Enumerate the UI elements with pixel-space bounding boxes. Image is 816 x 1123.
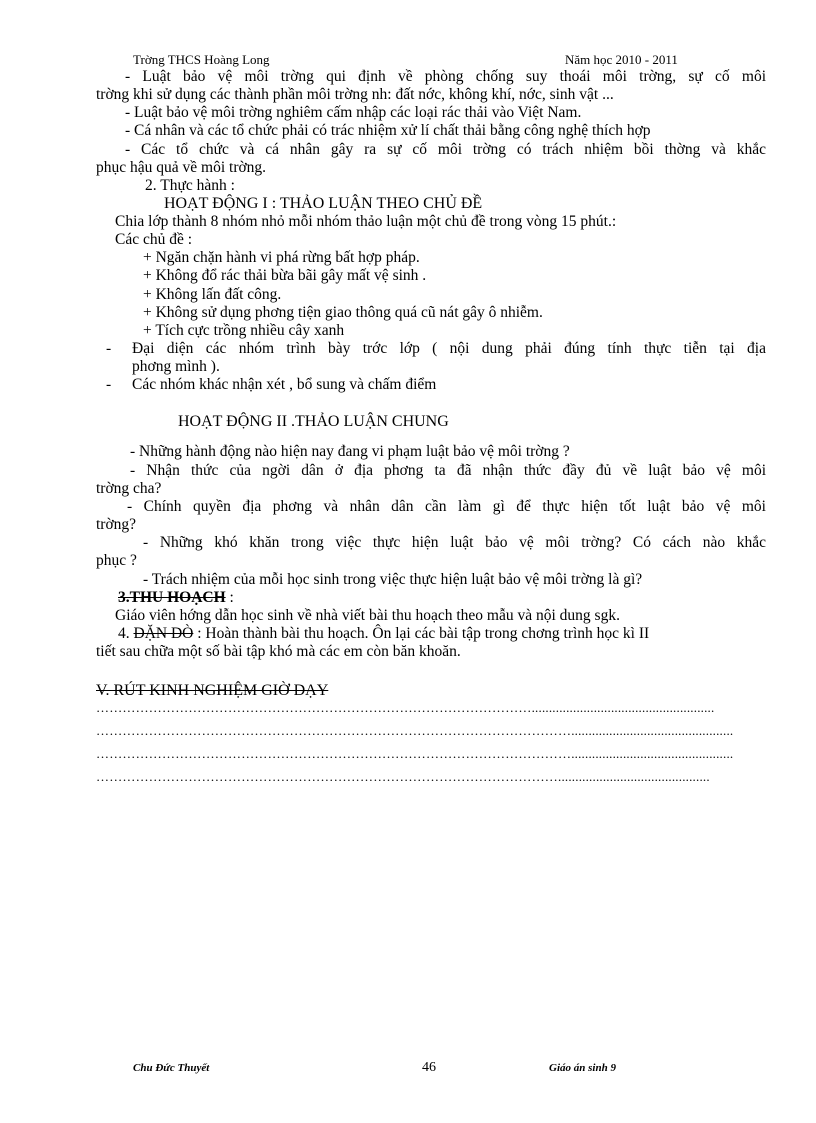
practice-label: 2. Thực hành : xyxy=(145,177,235,194)
law-line-3: - Luật bảo vệ môi trờng nghiêm cấm nhập các loại rác thải vào Việt Nam. xyxy=(125,104,582,121)
harvest-heading xyxy=(118,589,234,607)
dotted-line: ………………………………………………………………………………………………............................................... xyxy=(96,746,734,761)
bullet-dash: - xyxy=(106,376,112,393)
dotted-line: ……………………………………………………………………………………………............................................ xyxy=(96,769,710,784)
school-year: Năm học 2010 - 2011 xyxy=(565,52,678,67)
question-line: - Nhận thức của ngời dân ở địa phơng ta đã nhận thức đầy đủ về luật bảo vệ môi xyxy=(130,462,766,479)
topic-item: + Không lấn đất công. xyxy=(143,286,282,303)
homework-number: 4. xyxy=(118,625,134,642)
footer-subject: Giáo án sinh 9 xyxy=(549,1062,616,1074)
law-line-5: - Các tổ chức và cá nhân gây ra sự cố môi trờng có trách nhiệm bồi thờng và khắc xyxy=(125,141,766,158)
dotted-line: ………………………………………………………………………………………..................................................... xyxy=(96,700,715,715)
question-line: - Trách nhiệm của mỗi học sinh trong việc thực hiện luật bảo vệ môi trờng là gì? xyxy=(143,571,643,588)
topic-item: + Ngăn chặn hành vi phá rừng bất hợp pháp. xyxy=(143,249,420,266)
law-line-1: - Luật bảo vệ môi trờng qui định về phòng chống suy thoái môi trờng, sự cố môi xyxy=(125,68,766,85)
topic-item: + Không đổ rác thải bừa bãi gây mất vệ sinh . xyxy=(143,267,427,284)
experience-title: V. RÚT KINH NGHIỆM GIỜ DẠY xyxy=(96,682,329,699)
representative-line-2: phơng mình ). xyxy=(132,358,220,375)
activity2-title: HOẠT ĐỘNG II .THẢO LUẬN CHUNG xyxy=(178,413,449,430)
topic-item: + Không sử dụng phơng tiện giao thông quá cũ nát gây ô nhiễm. xyxy=(143,304,543,321)
law-line-2: trờng khi sử dụng các thành phần môi trờng nh: đất nớc, không khí, nớc, sinh vật ... xyxy=(96,86,614,103)
question-line: - Chính quyền địa phơng và nhân dân cần làm gì để thực hiện tốt luật bảo vệ môi xyxy=(127,498,766,515)
harvest-text: Giáo viên hớng dẫn học sinh về nhà viết bài thu hoạch theo mẫu và nội dung sgk. xyxy=(115,607,620,624)
law-line-6: phục hậu quả về môi trờng. xyxy=(96,159,267,176)
homework-text: : Hoàn thành bài thu hoạch. Ôn lại các bài tập trong chơng trình học kì II xyxy=(193,625,650,642)
homework-label: DẶN DÒ xyxy=(133,625,194,642)
footer-author: Chu Đức Thuyết xyxy=(133,1062,210,1074)
question-line: trờng cha? xyxy=(96,480,162,497)
school-name: Trờng THCS Hoàng Long xyxy=(133,52,270,67)
activity1-title: HOẠT ĐỘNG I : THẢO LUẬN THEO CHỦ ĐỀ xyxy=(164,195,483,212)
question-line: trờng? xyxy=(96,516,137,533)
law-line-4: - Cá nhân và các tổ chức phải có trác nhiệm xử lí chất thải bằng công nghệ thích hợp xyxy=(125,122,651,139)
question-line: phục ? xyxy=(96,552,137,569)
page-number: 46 xyxy=(422,1060,436,1075)
bullet-dash: - xyxy=(106,340,112,357)
homework-line-1 xyxy=(118,625,649,643)
homework-line-2: tiết sau chữa một số bài tập khó mà các em còn băn khoăn. xyxy=(96,643,461,660)
other-groups-line: Các nhóm khác nhận xét , bổ sung và chấm điểm xyxy=(132,376,437,393)
question-line: - Những hành động nào hiện nay đang vi phạm luật bảo vệ môi trờng ? xyxy=(130,443,570,460)
activity1-intro: Chia lớp thành 8 nhóm nhỏ mỗi nhóm thảo luận một chủ đề trong vòng 15 phút.: xyxy=(115,213,617,230)
question-line: - Những khó khăn trong việc thực hiện luật bảo vệ môi trờng? Có cách nào khắc xyxy=(143,534,766,551)
representative-line-1: Đại diện các nhóm trình bày trớc lớp ( nội dung phải đúng tính thực tiễn tại địa xyxy=(132,340,766,357)
harvest-label: 3.THU HOẠCH xyxy=(118,589,226,606)
topic-item: + Tích cực trồng nhiều cây xanh xyxy=(143,322,345,339)
dotted-line: ………………………………………………………………………………………………............................................... xyxy=(96,723,734,738)
topics-label: Các chủ đề : xyxy=(115,231,193,248)
harvest-colon: : xyxy=(225,589,234,606)
